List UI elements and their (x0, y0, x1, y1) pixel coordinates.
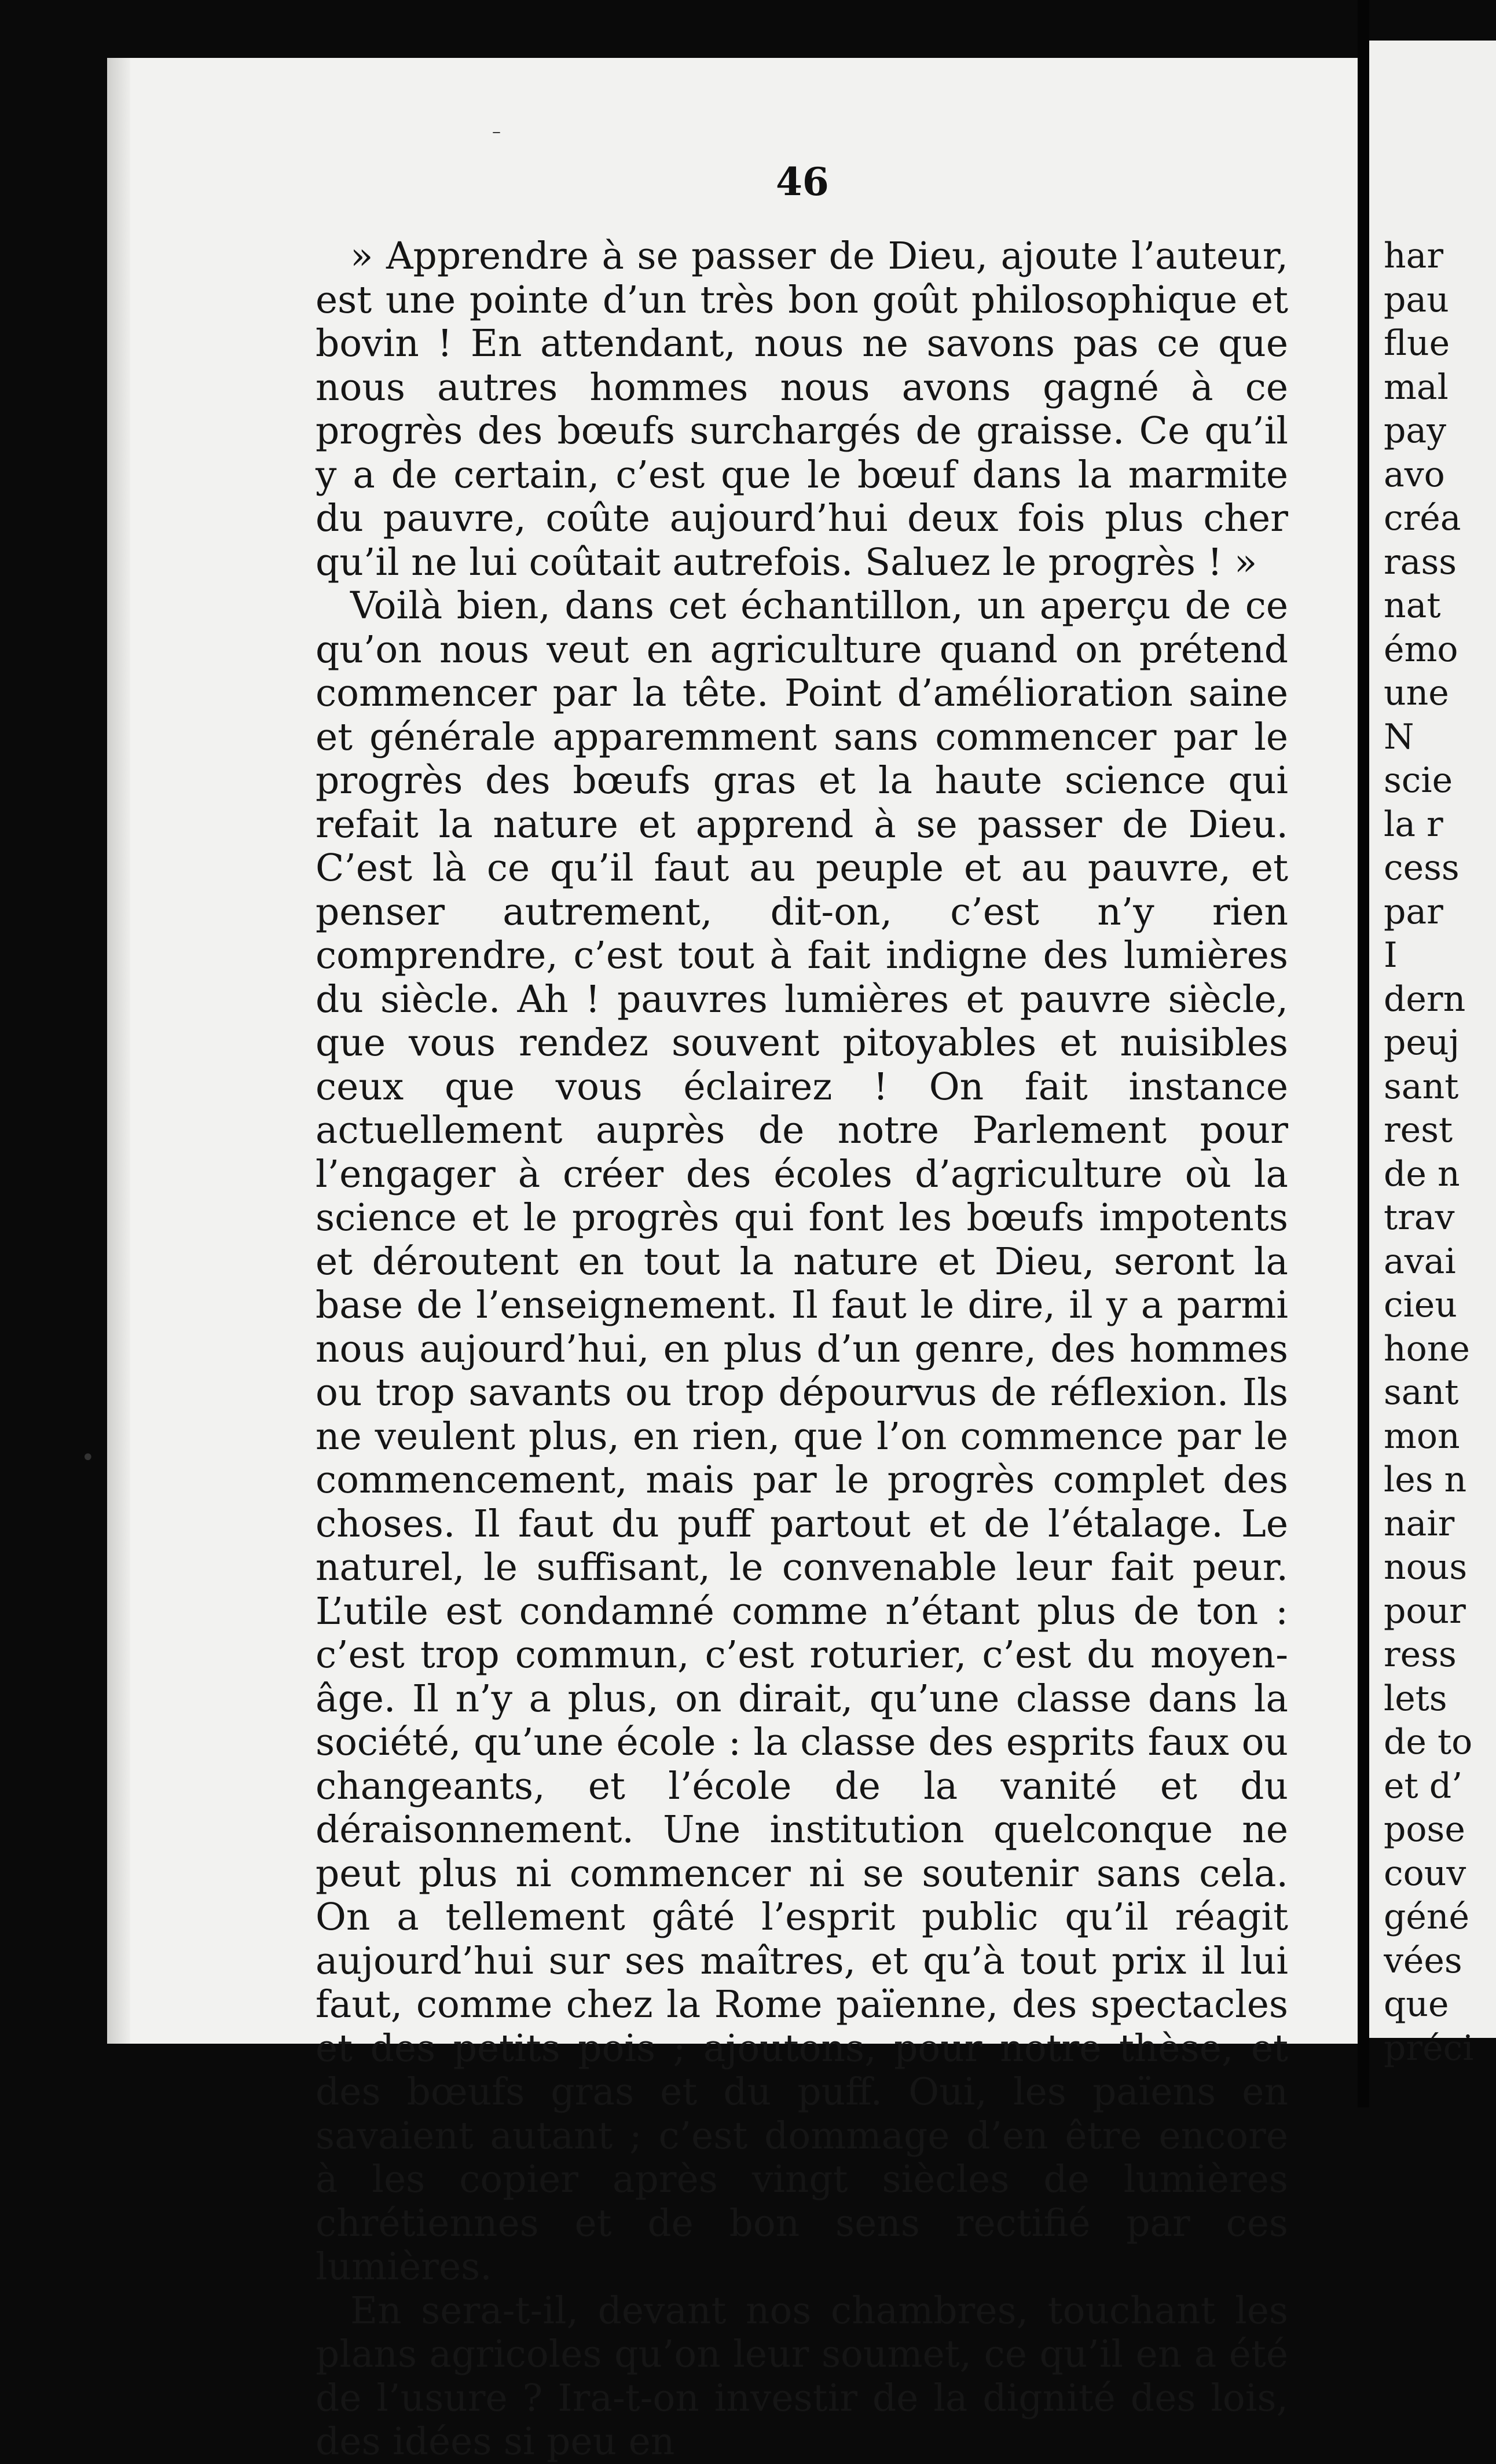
next-page-fragment: par (1384, 891, 1443, 932)
next-page-fragment: émo (1384, 629, 1458, 670)
paragraph-en-sera: En sera-t-il, devant nos chambres, touchant les plans agricoles qu’on leur soumet, ce qu’il en a été de l’usure ? Ira-t-on investir de la dignité des lois, des idées si peu en (316, 2289, 1288, 2463)
next-page-fragment: de to (1384, 1722, 1473, 1762)
scan-speck: • (81, 1444, 95, 1471)
page-number: 46 (776, 159, 829, 204)
next-page-fragment: rass (1384, 541, 1457, 582)
next-page-fragment: sant (1384, 1372, 1459, 1413)
next-page-fragment: couv (1384, 1853, 1466, 1894)
next-page-fragment: une (1384, 673, 1449, 713)
next-page-fragment: géné (1384, 1897, 1470, 1937)
next-page-fragment: nat (1384, 585, 1441, 626)
next-page-fragment: la r (1384, 804, 1443, 845)
next-page-fragment: mon (1384, 1416, 1460, 1457)
next-page-fragment: vées (1384, 1940, 1462, 1981)
next-page-fragment: sant (1384, 1066, 1459, 1107)
next-page-fragment: trav (1384, 1197, 1455, 1238)
next-page-fragment: N (1384, 716, 1414, 757)
next-page-fragment: les n (1384, 1460, 1467, 1500)
next-page-fragment: créa (1384, 498, 1461, 538)
next-page-fragment: pour (1384, 1590, 1466, 1631)
next-page-fragment: peuj (1384, 1022, 1460, 1063)
next-page-fragment: préci (1384, 2027, 1474, 2069)
next-page-fragment: nous (1384, 1547, 1468, 1587)
next-page-fragment: et d’ (1384, 1765, 1463, 1806)
next-page-fragment: rest (1384, 1110, 1453, 1150)
next-page-fragment: har (1384, 236, 1444, 276)
next-page-fragment: de n (1384, 1153, 1460, 1194)
next-page-fragment: cieu (1384, 1285, 1457, 1325)
next-page-fragment: pose (1384, 1809, 1465, 1850)
next-page-fragment: que (1384, 1984, 1449, 2025)
next-page-fragment: pau (1384, 279, 1449, 320)
next-page-fragment: flue (1384, 323, 1450, 364)
next-page-fragment: avo (1384, 454, 1445, 495)
next-page-fragment: mal (1384, 366, 1449, 408)
next-page-fragment: pay (1384, 410, 1447, 451)
page-gutter (1358, 0, 1369, 2107)
paragraph-quote-end: » Apprendre à se passer de Dieu, ajoute l’auteur, est une pointe d’un très bon goût philosophique et bovin ! En attendant, nous ne savons pas ce que nous autres hommes nous avons gagné à ce progrès des bœufs surchargés de graisse. Ce qu’il y a de certain, c’est que le bœuf dans la marmite du pauvre, coûte aujourd’hui deux fois plus cher qu’il ne lui coûtait autrefois. Saluez le progrès ! » (316, 234, 1288, 584)
page-edge-shadow (107, 58, 130, 2044)
next-page-fragment: scie (1384, 760, 1453, 801)
next-page-fragment: hone (1384, 1328, 1470, 1369)
next-page-fragment: I (1384, 935, 1398, 976)
next-page-fragment: nair (1384, 1503, 1455, 1544)
next-page-fragment: avai (1384, 1241, 1456, 1282)
next-page-fragment: ress (1384, 1634, 1457, 1675)
next-page-fragment: cess (1384, 848, 1460, 888)
next-page-text-fragments (1384, 234, 1496, 2070)
paragraph-voila: Voilà bien, dans cet échantillon, un aperçu de ce qu’on nous veut en agriculture quand on prétend commencer par la tête. Point d’amélioration saine et générale apparemment sans commencer par le progrès des bœufs gras et la haute science qui refait la nature et apprend à se passer de Dieu. C’est là ce qu’il faut au peuple et au pauvre, et penser autrement, dit-on, c’est n’y rien comprendre, c’est tout à fait indigne des lumières du siècle. Ah ! pauvres lumières et pauvre siècle, que vous rendez souvent pitoyables et nuisibles ceux que vous éclairez ! On fait instance actuellement auprès de notre Parlement pour l’engager à créer des écoles d’agriculture où la science et le progrès qui font les bœufs impotents et déroutent en tout la nature et Dieu, seront la base de l’enseignement. Il faut le dire, il y a parmi nous aujourd’hui, en plus d’un genre, des hommes ou trop savants ou trop dépourvus de réflexion. Ils ne veulent plus, en rien, que l’on commence par le commencement, mais par le progrès complet des choses. Il faut du puff partout et de l’étalage. Le naturel, le suffisant, le convenable leur fait peur. L’utile est condamné comme n’étant plus de ton : c’est trop commun, c’est roturier, c’est du moyen-âge. Il n’y a plus, on dirait, qu’une classe dans la société, qu’une école : la classe des esprits faux ou changeants, et l’école de la vanité et du déraisonnement. Une institution quelconque ne peut plus ni commencer ni se soutenir sans cela. On a tellement gâté l’esprit public qu’il réagit aujourd’hui sur ses maîtres, et qu’à tout prix il lui faut, comme chez la Rome païenne, des spectacles et des petits pois ; ajoutons, pour notre thèse, et des bœufs gras et du puff. Oui, les païens en savaient autant ; c’est dommage d’en être encore à les copier après vingt siècles de lumières chrétiennes et de bon sens rectifié par ces lumières. (316, 584, 1288, 2289)
next-page-fragment: dern (1384, 978, 1466, 1020)
scan-speck: – (492, 122, 501, 142)
next-page-fragment: lets (1384, 1678, 1447, 1719)
main-text-column (316, 234, 1288, 2464)
